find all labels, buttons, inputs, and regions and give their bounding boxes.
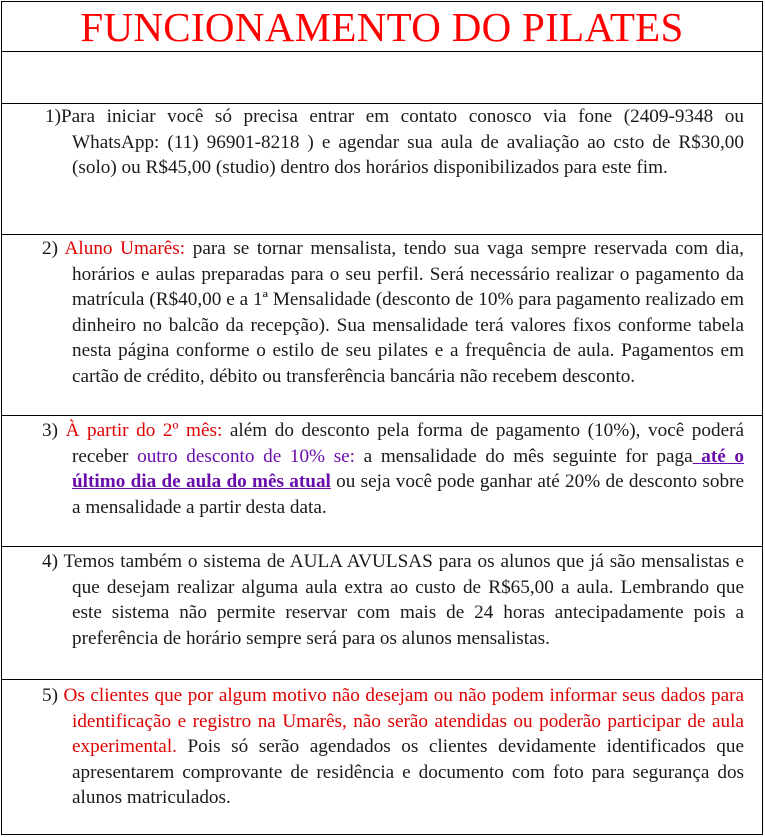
item-3-bold-link-text: até o último dia de aula do mês atual	[72, 445, 745, 493]
item-1-number: 1)	[45, 106, 61, 127]
item-2-number: 2)	[42, 238, 58, 259]
item-4-text: Temos também o sistema de AULA AVULSAS para os alunos que já são mensalistas e que desejam realizar alguma aula extra ao custo de R$65,00 a aula. Lembrando que este sistema não permite reservar com mais de 24 horas antecipadamente pois a preferência de horário sempre será para os alunos mensalistas.	[63, 551, 744, 649]
item-2-highlight: Aluno Umarês:	[64, 238, 186, 259]
title-row	[2, 2, 762, 52]
item-3-text-c: ou seja você pode ganhar até 20% de desconto sobre a mensalidade a partir desta data.	[72, 471, 744, 518]
pilates-info-table	[1, 1, 763, 835]
item-2-paragraph	[2, 236, 744, 390]
item-5-number: 5)	[42, 685, 58, 706]
blank-row	[2, 52, 762, 104]
item-3-highlight: À partir do 2º mês:	[65, 420, 223, 441]
item-3-purple-text: outro desconto de 10% se:	[137, 445, 356, 467]
page-title: FUNCIONAMENTO DO PILATES	[80, 4, 684, 50]
item-4-paragraph	[2, 549, 744, 651]
item-3-number: 3)	[42, 420, 58, 441]
item-row-2	[2, 235, 762, 416]
item-5-highlight: Os clientes que por algum motivo não desejam ou não podem informar seus dados para identificação e registro na Umarês, não serão atendidas ou poderão participar de aula experimental.	[63, 685, 745, 758]
item-row-3	[2, 416, 762, 547]
item-3-text-a: além do desconto pela forma de pagamento (10%), você poderá receber	[72, 420, 745, 467]
item-1-paragraph	[2, 104, 744, 181]
item-2-text: para se tornar mensalista, tendo sua vaga sempre reservada com dia, horários e aulas preparadas para o seu perfil. Será necessário realizar o pagamento da matrícula (R$40,00 e a 1ª Mensalidade (desconto de 10% para pagamento realizado em dinheiro no balcão da recepção). Sua mensalidade terá valores fixos conforme tabela nesta página conforme o estilo de seu pilates e a frequência de aula. Pagamentos em cartão de crédito, débito ou transferência bancária não recebem desconto.	[72, 238, 744, 387]
item-row-5	[2, 680, 762, 835]
item-1-text: Para iniciar você só precisa entrar em contato conosco via fone (2409-9348 ou WhatsApp: (11) 96901-8218 ) e agendar sua aula de avaliação ao csto de R$30,00 (solo) ou R$45,00 (studio) dentro dos horários disponibilizados para este fim.	[60, 106, 744, 179]
item-3-text-b: a mensalidade do mês seguinte for paga	[363, 445, 693, 467]
item-3-paragraph	[2, 418, 744, 520]
item-row-4	[2, 547, 762, 680]
item-5-text: Pois só serão agendados os clientes devidamente identificados que apresentarem comprovante de residência e documento com foto para segurança dos alunos matriculados.	[72, 736, 745, 809]
item-row-1	[2, 104, 762, 235]
item-4-number: 4)	[42, 551, 58, 572]
item-5-paragraph	[2, 683, 744, 811]
